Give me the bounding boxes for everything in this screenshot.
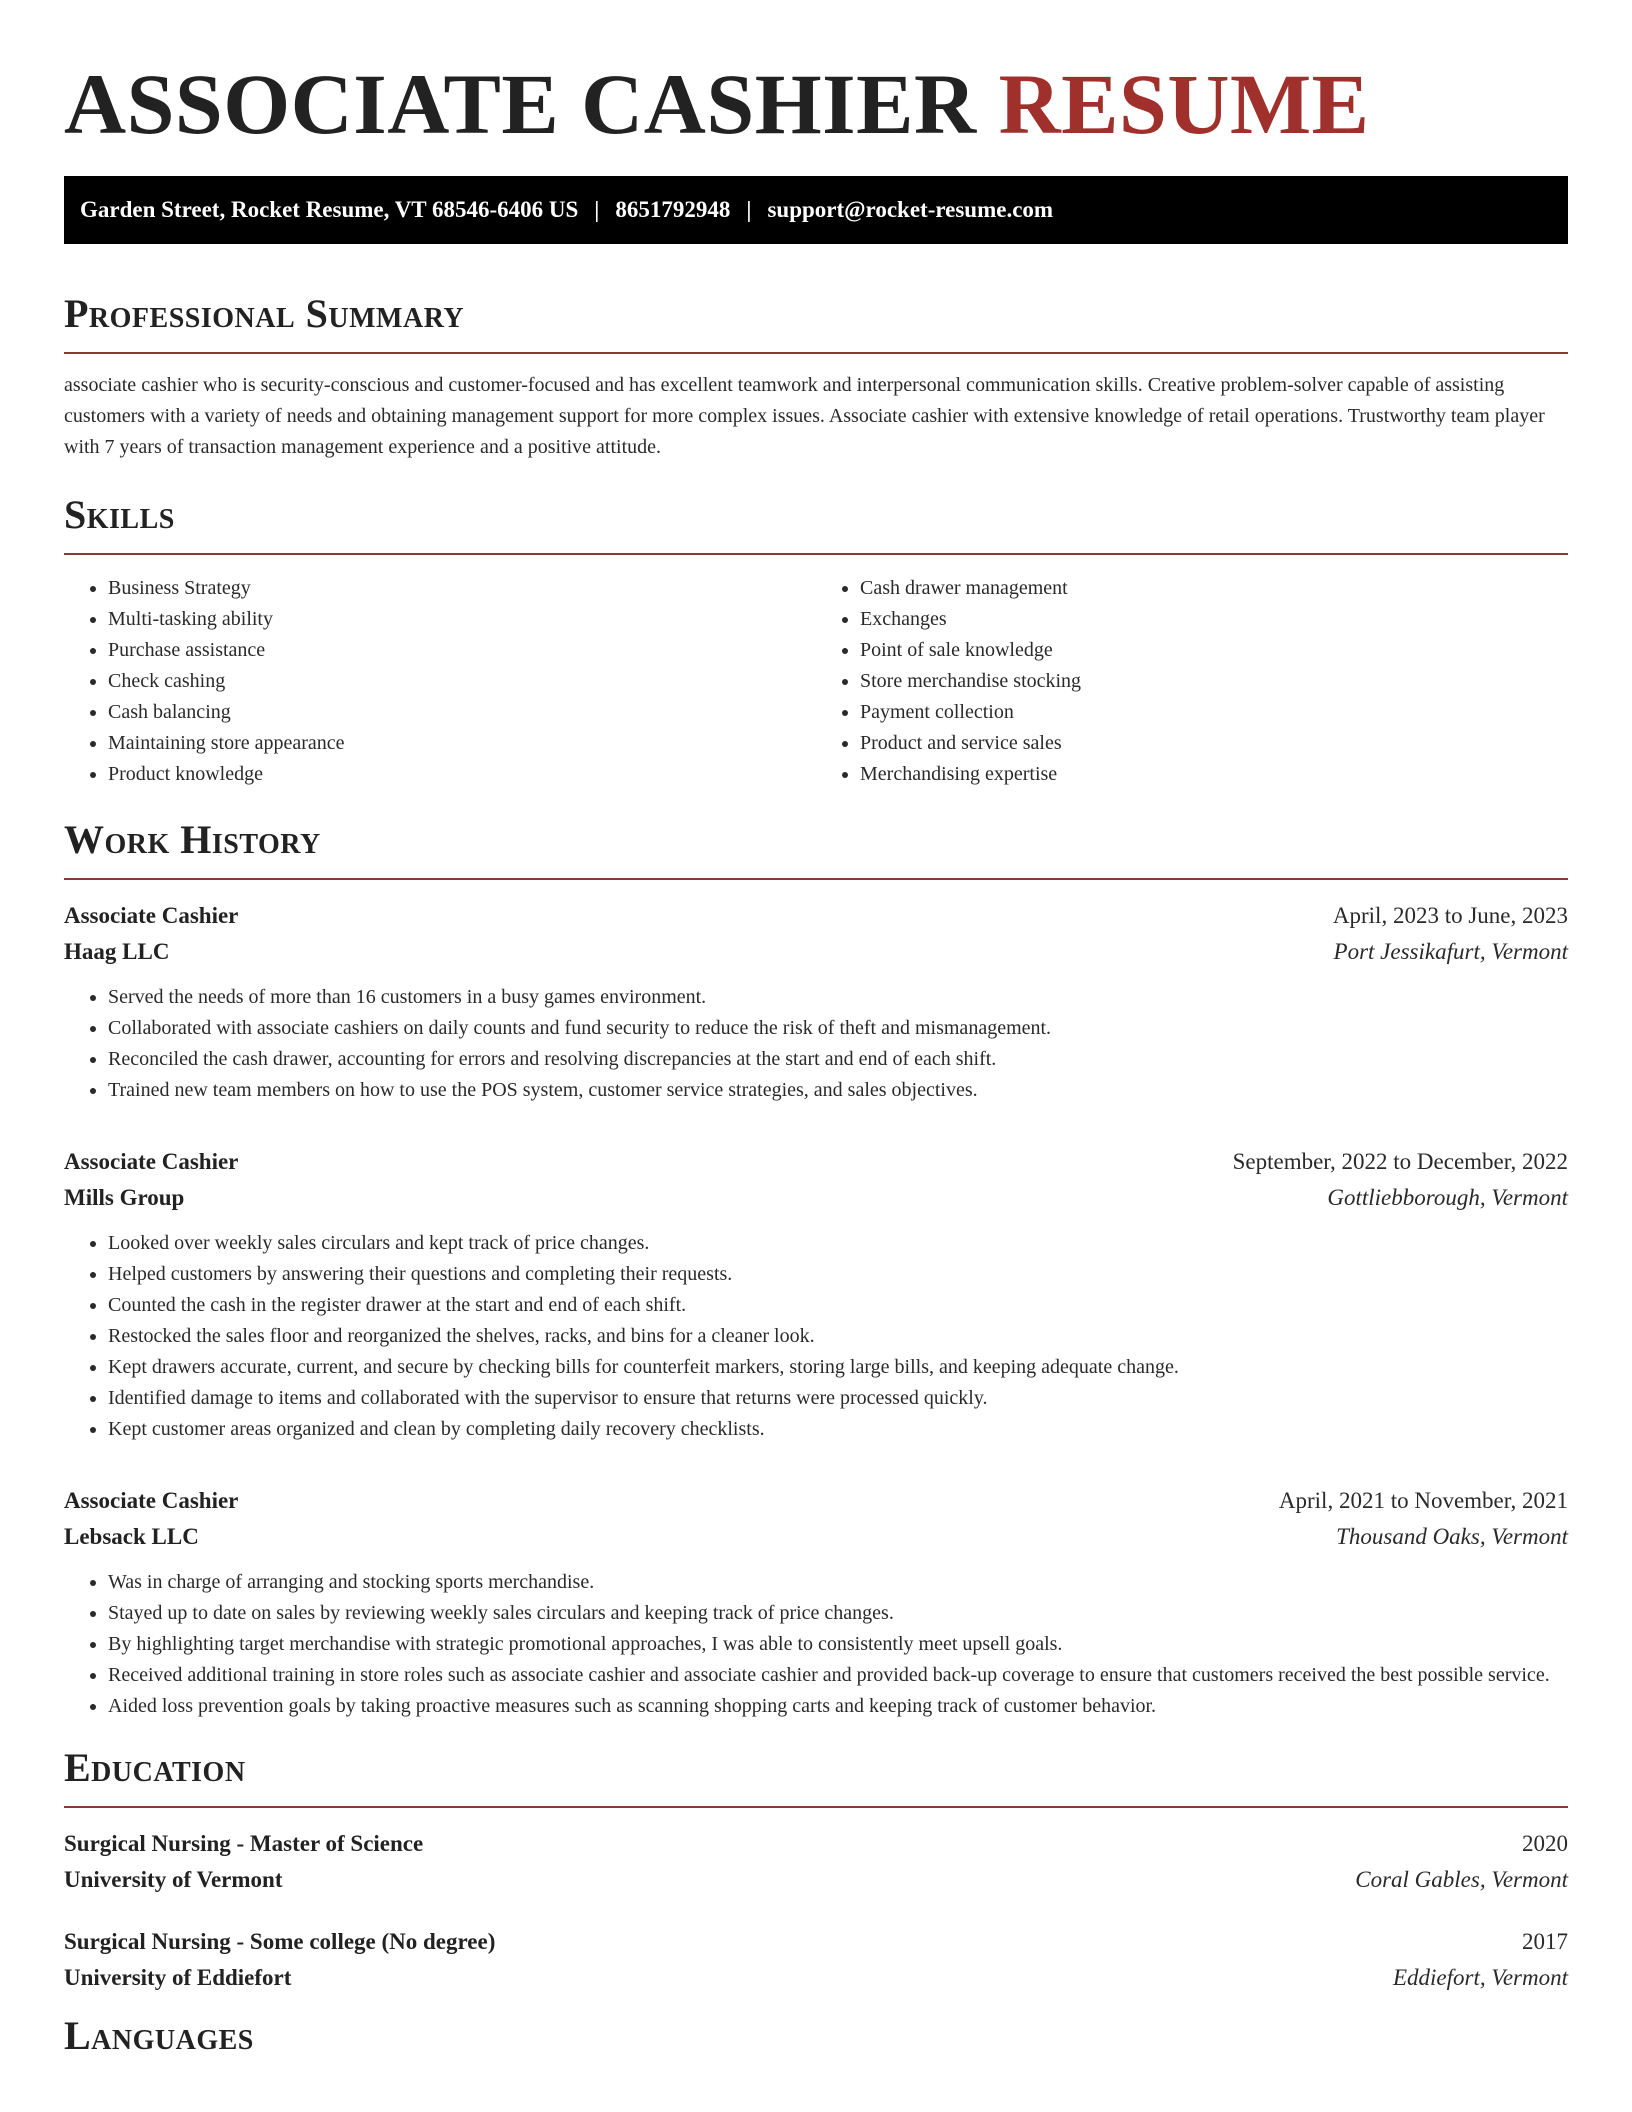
languages-heading: Languages — [64, 2013, 254, 2058]
skill-item: • Product knowledge — [108, 759, 816, 790]
education-degree-row — [64, 1924, 1568, 1960]
job-title-row — [64, 1483, 1568, 1519]
job-bullet: • Served the needs of more than 16 customers in a busy games environment. — [108, 982, 1568, 1013]
job-company-row — [64, 934, 1568, 970]
job-location: Thousand Oaks, Vermont — [1336, 1524, 1568, 1549]
job-title-row — [64, 898, 1568, 934]
skill-item: • Cash drawer management — [860, 573, 1568, 604]
job-bullet: • Stayed up to date on sales by reviewing weekly sales circulars and keeping track of price changes. — [108, 1598, 1568, 1629]
job-bullets — [64, 1228, 1568, 1445]
summary-text: associate cashier who is security-conscious and customer-focused and has excellent teamwork and interpersonal communication skills. Creative problem-solver capable of assisting customers with a variety of needs and obtaining management support for more complex issues. Associate cashier with extensive knowledge of retail operations. Trustworthy team player with 7 years of transaction management experience and a positive attitude. — [64, 374, 1545, 458]
skills-grid — [64, 573, 1568, 790]
work-history-heading: Work History — [64, 814, 1568, 880]
resume-page — [64, 0, 1568, 2074]
job-entry — [64, 898, 1568, 1106]
education-degree: Surgical Nursing - Master of Science — [64, 1831, 424, 1856]
education-year: 2020 — [1522, 1831, 1568, 1856]
job-bullet: • Reconciled the cash drawer, accounting for errors and resolving discrepancies at the start and end of each shift. — [108, 1044, 1568, 1075]
summary-heading: Professional Summary — [64, 288, 1568, 354]
job-dates: April, 2021 to November, 2021 — [1278, 1488, 1568, 1513]
job-bullet: • Aided loss prevention goals by taking proactive measures such as scanning shopping carts and keeping track of customer behavior. — [108, 1691, 1568, 1722]
skill-item: • Product and service sales — [860, 728, 1568, 759]
contact-email: support@rocket-resume.com — [767, 197, 1054, 222]
contact-bar — [64, 176, 1568, 244]
job-location: Port Jessikafurt, Vermont — [1333, 939, 1568, 964]
job-bullet: • Was in charge of arranging and stocking sports merchandise. — [108, 1567, 1568, 1598]
job-bullet: • Received additional training in store roles such as associate cashier and associate cashier and provided back-up coverage to ensure that customers received the best possible service. — [108, 1660, 1568, 1691]
contact-separator: | — [746, 197, 752, 222]
job-location: Gottliebborough, Vermont — [1327, 1185, 1568, 1210]
education-degree: Surgical Nursing - Some college (No degree) — [64, 1929, 496, 1954]
job-company-row — [64, 1519, 1568, 1555]
job-bullet: • Collaborated with associate cashiers on daily counts and fund security to reduce the risk of theft and mismanagement. — [108, 1013, 1568, 1044]
job-bullet: • Kept drawers accurate, current, and secure by checking bills for counterfeit markers, storing large bills, and keeping adequate change. — [108, 1352, 1568, 1383]
education-location: Eddiefort, Vermont — [1392, 1965, 1568, 1990]
education-entry — [64, 1924, 1568, 1996]
job-company: Haag LLC — [64, 939, 170, 964]
contact-phone: 8651792948 — [615, 197, 731, 222]
job-bullet: • Helped customers by answering their questions and completing their requests. — [108, 1259, 1568, 1290]
job-dates: September, 2022 to December, 2022 — [1232, 1149, 1568, 1174]
education-location: Coral Gables, Vermont — [1355, 1867, 1568, 1892]
skill-item: • Store merchandise stocking — [860, 666, 1568, 697]
job-company: Lebsack LLC — [64, 1524, 199, 1549]
education-year: 2017 — [1522, 1929, 1568, 1954]
job-bullet: • Kept customer areas organized and clean by completing daily recovery checklists. — [108, 1414, 1568, 1445]
skills-list-left — [64, 573, 816, 790]
education-school: University of Vermont — [64, 1867, 283, 1892]
job-dates: April, 2023 to June, 2023 — [1332, 903, 1568, 928]
skill-item: • Maintaining store appearance — [108, 728, 816, 759]
job-bullets — [64, 982, 1568, 1106]
job-bullets — [64, 1567, 1568, 1722]
skill-item: • Purchase assistance — [108, 635, 816, 666]
skills-list-right — [816, 573, 1568, 790]
skill-item: • Check cashing — [108, 666, 816, 697]
resume-title-main: ASSOCIATE CASHIER — [64, 56, 977, 152]
skill-item: • Business Strategy — [108, 573, 816, 604]
job-title-row — [64, 1144, 1568, 1180]
job-entry — [64, 1483, 1568, 1722]
contact-separator: | — [594, 197, 600, 222]
education-school-row — [64, 1960, 1568, 1996]
job-bullet: • By highlighting target merchandise with strategic promotional approaches, I was able to consistently meet upsell goals. — [108, 1629, 1568, 1660]
job-title: Associate Cashier — [64, 903, 239, 928]
skill-item: • Cash balancing — [108, 697, 816, 728]
education-entry — [64, 1826, 1568, 1898]
skills-heading: Skills — [64, 489, 1568, 555]
resume-title-accent: RESUME — [998, 56, 1370, 152]
job-title: Associate Cashier — [64, 1149, 239, 1174]
skill-item: • Payment collection — [860, 697, 1568, 728]
job-bullet: • Restocked the sales floor and reorganized the shelves, racks, and bins for a cleaner look. — [108, 1321, 1568, 1352]
job-bullet: • Counted the cash in the register drawer at the start and end of each shift. — [108, 1290, 1568, 1321]
education-school: University of Eddiefort — [64, 1965, 292, 1990]
contact-address: Garden Street, Rocket Resume, VT 68546-6406 US — [80, 197, 579, 222]
job-bullet: • Looked over weekly sales circulars and kept track of price changes. — [108, 1228, 1568, 1259]
job-company: Mills Group — [64, 1185, 185, 1210]
skill-item: • Exchanges — [860, 604, 1568, 635]
skill-item: • Point of sale knowledge — [860, 635, 1568, 666]
education-school-row — [64, 1862, 1568, 1898]
job-bullet: • Identified damage to items and collaborated with the supervisor to ensure that returns were processed quickly. — [108, 1383, 1568, 1414]
job-title: Associate Cashier — [64, 1488, 239, 1513]
job-entry — [64, 1144, 1568, 1445]
job-company-row — [64, 1180, 1568, 1216]
skill-item: • Multi-tasking ability — [108, 604, 816, 635]
education-degree-row — [64, 1826, 1568, 1862]
resume-title — [64, 56, 1568, 152]
skill-item: • Merchandising expertise — [860, 759, 1568, 790]
job-bullet: • Trained new team members on how to use the POS system, customer service strategies, and sales objectives. — [108, 1075, 1568, 1106]
education-heading: Education — [64, 1742, 1568, 1808]
